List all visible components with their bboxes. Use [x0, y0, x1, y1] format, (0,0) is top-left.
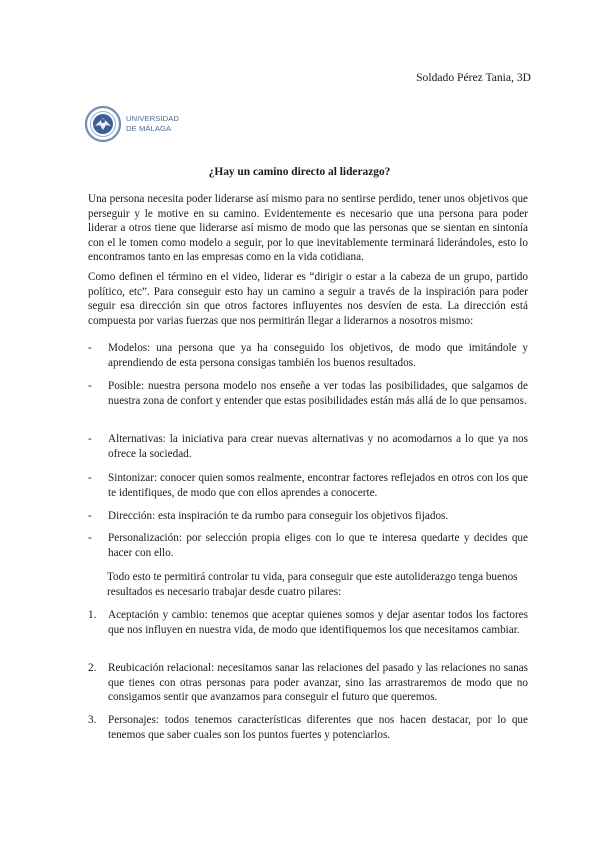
bullet-list — [88, 341, 528, 559]
list-item-text: Personajes: todos tenemos características diferentes que nos hacen destacar, por lo que tenemos que saber cuales son los puntos fuertes y potenciarlos. — [108, 714, 528, 741]
list-item — [88, 713, 528, 742]
logo-line-1: UNIVERSIDAD — [126, 114, 179, 123]
bullet-marker: - — [88, 532, 92, 544]
bullet-marker: - — [88, 510, 92, 522]
number-marker: 2. — [88, 662, 97, 674]
list-item — [88, 509, 528, 524]
list-item — [88, 531, 528, 560]
list-item — [88, 379, 528, 408]
numbered-list — [88, 608, 528, 748]
paragraph-intro: Una persona necesita poder liderarse así mismo para no sentirse perdido, tener unos objetivos que perseguir y le motive en su camino. Evidentemente es necesario que una persona para poder liderar a otros tiene que liderarse así mismo de modo que las personas que se sientan en sintonía con el le tomen como modelo a seguir, por lo que inevitablemente terminará liderándoles, esto lo encontramos tanto en las empresas como en la vida cotidiana. — [88, 193, 528, 264]
list-item — [88, 661, 528, 705]
list-item-text: Alternativas: la iniciativa para crear nuevas alternativas y no acomodarnos a lo que ya nos ofrece la sociedad. — [108, 433, 528, 460]
number-marker: 3. — [88, 714, 97, 726]
list-item-text: Modelos: una persona que ya ha conseguido los objetivos, de modo que imitándole y aprendiendo de esta persona consigas también los buenos resultados. — [108, 342, 528, 369]
bullet-marker: - — [88, 472, 92, 484]
list-item-text: Reubicación relacional: necesitamos sanar las relaciones del pasado y las relaciones no sanas que tienes con otras personas para poder avanzar, sino las arrastraremos de modo que no consigamos sentir que avanzamos para conseguir el futuro que queremos. — [108, 662, 528, 703]
list-item-text: Aceptación y cambio: tenemos que aceptar quienes somos y dejar asentar todos los factores que nos influyen en nuestra vida, de modo que identifiquemos los que necesitamos cambiar. — [108, 609, 528, 636]
list-item — [88, 432, 528, 461]
bullet-marker: - — [88, 380, 92, 392]
paragraph-pillars-intro: Todo esto te permitirá controlar tu vida, para conseguir que este autoliderazgo tenga buenos resultados es necesario trabajar desde cuatro pilares: — [107, 571, 518, 598]
list-item-text: Posible: nuestra persona modelo nos enseñe a ver todas las posibilidades, que salgamos de nuestra zona de confort y entender que estas posibilidades están más allá de lo que pensamos. — [108, 380, 528, 407]
bullet-marker: - — [88, 433, 92, 445]
author-line: Soldado Pérez Tania, 3D — [416, 71, 531, 84]
logo-line-2: DE MÁLAGA — [126, 124, 172, 133]
list-item — [88, 341, 528, 370]
list-item-text: Dirección: esta inspiración te da rumbo para conseguir los objetivos fijados. — [108, 510, 449, 522]
list-item — [88, 471, 528, 500]
document-title: ¿Hay un camino directo al liderazgo? — [208, 166, 391, 178]
university-seal-icon — [84, 105, 122, 143]
bullet-marker: - — [88, 342, 92, 354]
number-marker: 1. — [88, 609, 97, 621]
list-item — [88, 608, 528, 637]
paragraph-definition: Como definen el término en el video, liderar es “dirigir o estar a la cabeza de un grupo, partido político, etc”. Para conseguir esto hay un camino a seguir a través de la inspiración para poder seguir esa dirección sin que otros factores influyentes nos desvíen de esta. La dirección está compuesta por varias fuerzas que nos permitirán llegar a liderarnos a nosotros mismo: — [88, 271, 528, 327]
university-logo — [84, 102, 194, 146]
university-logo-text — [126, 114, 179, 134]
list-item-text: Sintonizar: conocer quien somos realmente, encontrar factores reflejados en otros con los que te identifiques, de modo que con ellos aprendes a conocerte. — [108, 472, 528, 499]
list-item-text: Personalización: por selección propia eliges con lo que te interesa quedarte y decides que hacer con ello. — [108, 532, 528, 559]
